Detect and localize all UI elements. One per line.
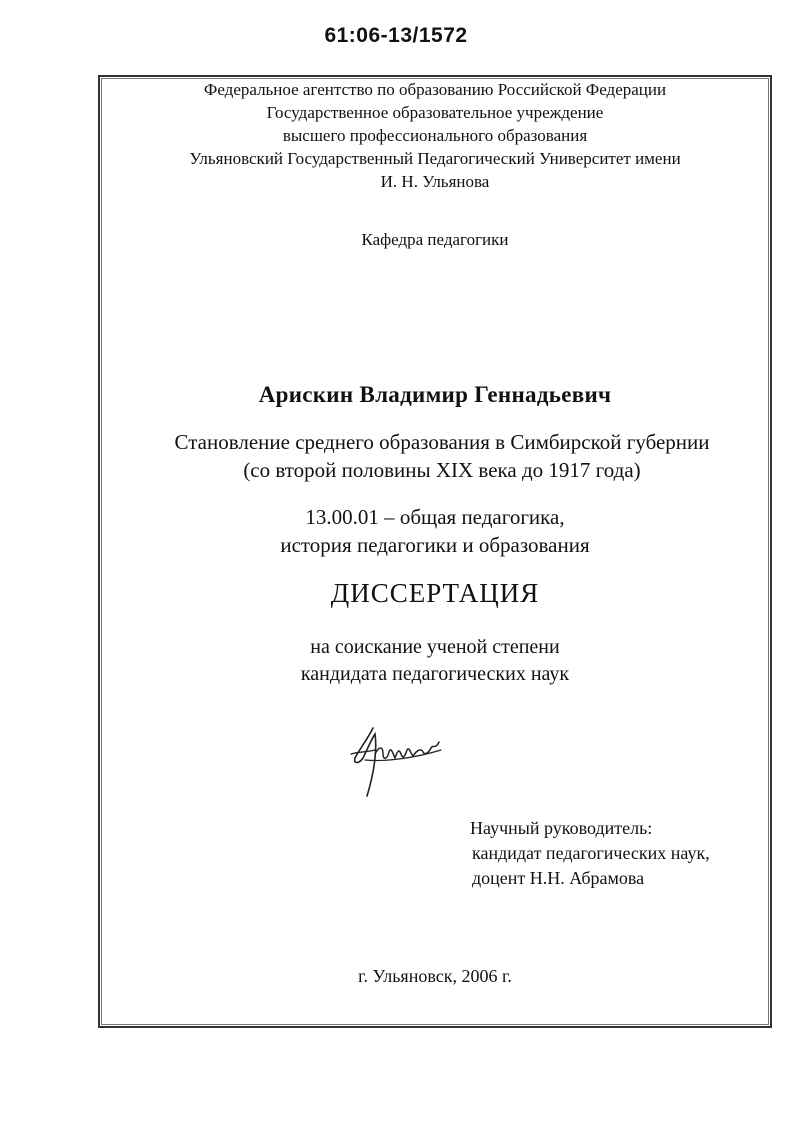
city-year: г. Ульяновск, 2006 г. [358, 966, 512, 986]
organization-line: Ульяновский Государственный Педагогический Университет имени [189, 149, 681, 168]
supervisor-block [470, 816, 710, 891]
organization-line: Федеральное агентство по образованию Российской Федерации [203, 80, 667, 99]
supervisor-line-3: доцент Н.Н. Абрамова [472, 868, 645, 888]
archive-code: 61:06-13/1572 [324, 24, 468, 47]
degree-block [100, 634, 770, 688]
specialty-line-1: 13.00.01 – общая педагогика, [305, 505, 565, 529]
degree-line-2: кандидата педагогических наук [300, 663, 570, 685]
degree-line-1: на соискание ученой степени [310, 636, 560, 658]
document-type: ДИССЕРТАЦИЯ [330, 578, 540, 608]
department: Кафедра педагогики [361, 230, 509, 249]
dissertation-title [100, 428, 770, 484]
signature [345, 720, 445, 800]
author-name: Арискин Владимир Геннадьевич [258, 382, 612, 407]
supervisor-line-2: кандидат педагогических наук, [472, 843, 710, 863]
specialty-line-2: история педагогики и образования [280, 533, 590, 557]
organization-line: И. Н. Ульянова [380, 172, 490, 191]
title-line-1: Становление среднего образования в Симбирской губернии [174, 430, 710, 454]
title-line-2: (со второй половины XIX века до 1917 года) [243, 458, 641, 482]
organization-block [100, 78, 770, 193]
specialty-block [100, 503, 770, 559]
organization-line: высшего профессионального образования [282, 126, 588, 145]
supervisor-line-1: Научный руководитель: [470, 818, 653, 838]
organization-line: Государственное образовательное учреждение [266, 103, 604, 122]
